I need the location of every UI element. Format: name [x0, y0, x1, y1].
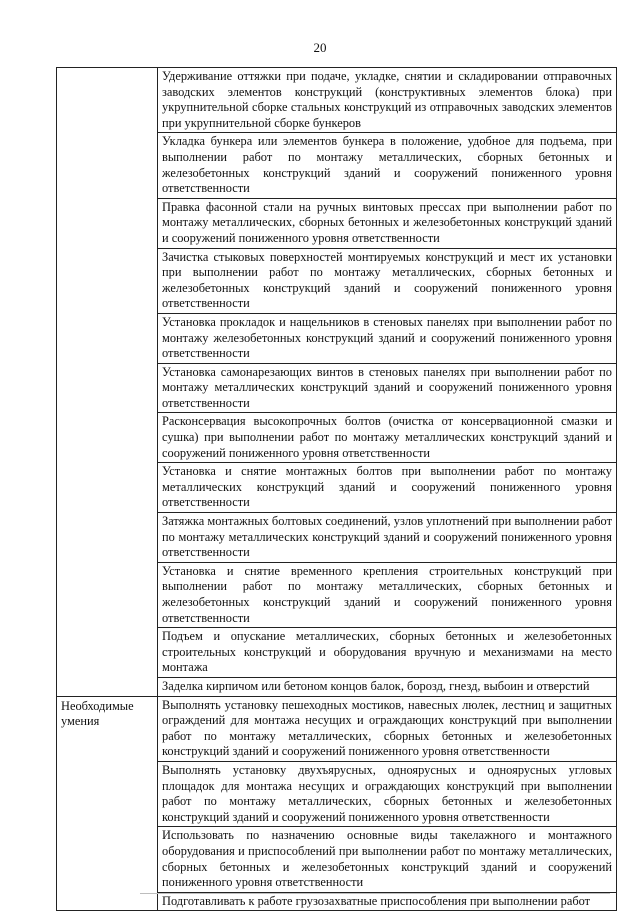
labor-action-text: Заделка кирпичом или бетоном концов балок, борозд, гнезд, выбоин и отверстий — [162, 678, 590, 693]
skill-text: Использовать по назначению основные виды такелажного и монтажного оборудования и приспособлений при выполнении работ по монтажу металлических, сборных бетонных и железобетонных конструкций зданий и сооружений пониженного уровня ответственности — [162, 828, 612, 890]
page-bottom-edge — [140, 893, 610, 894]
labor-action-text: Установка и снятие временного крепления строительных конструкций при выполнении работ по монтажу металлических, сборных бетонных и железобетонных конструкций зданий и сооружений пониженного уровня ответственности — [162, 563, 612, 625]
table-cell — [158, 313, 617, 363]
table-cell — [158, 696, 617, 761]
labor-action-text: Затяжка монтажных болтовых соединений, узлов уплотнений при выполнении работ по монтажу металлических конструкций зданий и сооружений пониженного уровня ответственности — [162, 514, 612, 560]
labor-action-text: Удерживание оттяжки при подаче, укладке, снятии и складировании отправочных заводских элементов конструкций (конструктивных элементов блока) при укрупнительной сборке стальных конструкций из отправочных заводских элементов при укрупнительной сборке бункеров — [162, 69, 612, 130]
table-cell — [158, 892, 617, 911]
labor-action-text: Установка самонарезающих винтов в стеновых панелях при выполнении работ по монтажу металлических конструкций зданий и сооружений пониженного уровня ответственности — [162, 364, 612, 410]
page-number: 20 — [313, 40, 327, 55]
skill-text: Выполнять установку пешеходных мостиков, навесных люлек, лестниц и защитных ограждений для монтажа несущих и ограждающих конструкций при выполнении работ по монтажу металлических, сборных бетонных и железобетонных конструкций зданий и сооружений пониженного уровня ответственности — [162, 697, 612, 759]
labor-action-text: Укладка бункера или элементов бункера в положение, удобное для подъема, при выполнении работ по монтажу металлических, сборных бетонных и железобетонных конструкций зданий и сооружений пониженного уровня ответственности — [162, 134, 612, 196]
skills-label: Необходимые умения — [61, 698, 134, 729]
table-cell — [158, 827, 617, 892]
skills-label-cell — [57, 696, 158, 911]
table-cell — [158, 68, 617, 133]
table-cell — [158, 562, 617, 627]
table-cell — [158, 133, 617, 198]
table-cell — [158, 363, 617, 413]
skill-text: Подготавливать к работе грузозахватные приспособления при выполнении работ — [162, 893, 591, 908]
table-row — [57, 68, 617, 133]
table-cell — [158, 198, 617, 248]
labor-actions-label-cell — [57, 68, 158, 697]
table-cell — [158, 677, 617, 696]
labor-action-text: Зачистка стыковых поверхностей монтируемых конструкций и мест их установки при выполнении работ по монтажу металлических, сборных бетонных и железобетонных конструкций зданий и сооружений пониженного уровня ответственности — [162, 249, 612, 311]
table-cell — [158, 513, 617, 563]
table-cell — [158, 248, 617, 313]
table-cell — [158, 413, 617, 463]
table-row — [57, 696, 617, 761]
labor-action-text: Расконсервация высокопрочных болтов (очистка от консервационной смазки и сушка) при выполнении работ по монтажу металлических конструкций зданий и сооружений пониженного уровня ответственности — [162, 414, 612, 460]
labor-action-text: Установка и снятие монтажных болтов при выполнении работ по монтажу металлических конструкций зданий и сооружений пониженного уровня ответственности — [162, 464, 612, 510]
labor-action-text: Установка прокладок и нащельников в стеновых панелях при выполнении работ по монтажу железобетонных конструкций зданий и сооружений пониженного уровня ответственности — [162, 314, 612, 361]
skill-text: Выполнять установку двухъярусных, одноярусных и одноярусных угловых площадок для монтажа несущих и ограждающих конструкций при выполнении работ по монтажу металлических, сборных бетонных и железобетонных конструкций зданий и сооружений пониженного уровня ответственности — [162, 762, 612, 824]
labor-action-text: Подъем и опускание металлических, сборных бетонных и железобетонных строительных конструкций и оборудования вручную и механизмами на место монтажа — [162, 629, 612, 675]
labor-action-text: Правка фасонной стали на ручных винтовых прессах при выполнении работ по монтажу металлических, сборных бетонных и железобетонных конструкций зданий и сооружений пониженного уровня ответственности — [162, 199, 612, 245]
table-cell — [158, 761, 617, 826]
labor-functions-table — [56, 67, 617, 911]
table-cell — [158, 628, 617, 678]
table-cell — [158, 463, 617, 513]
